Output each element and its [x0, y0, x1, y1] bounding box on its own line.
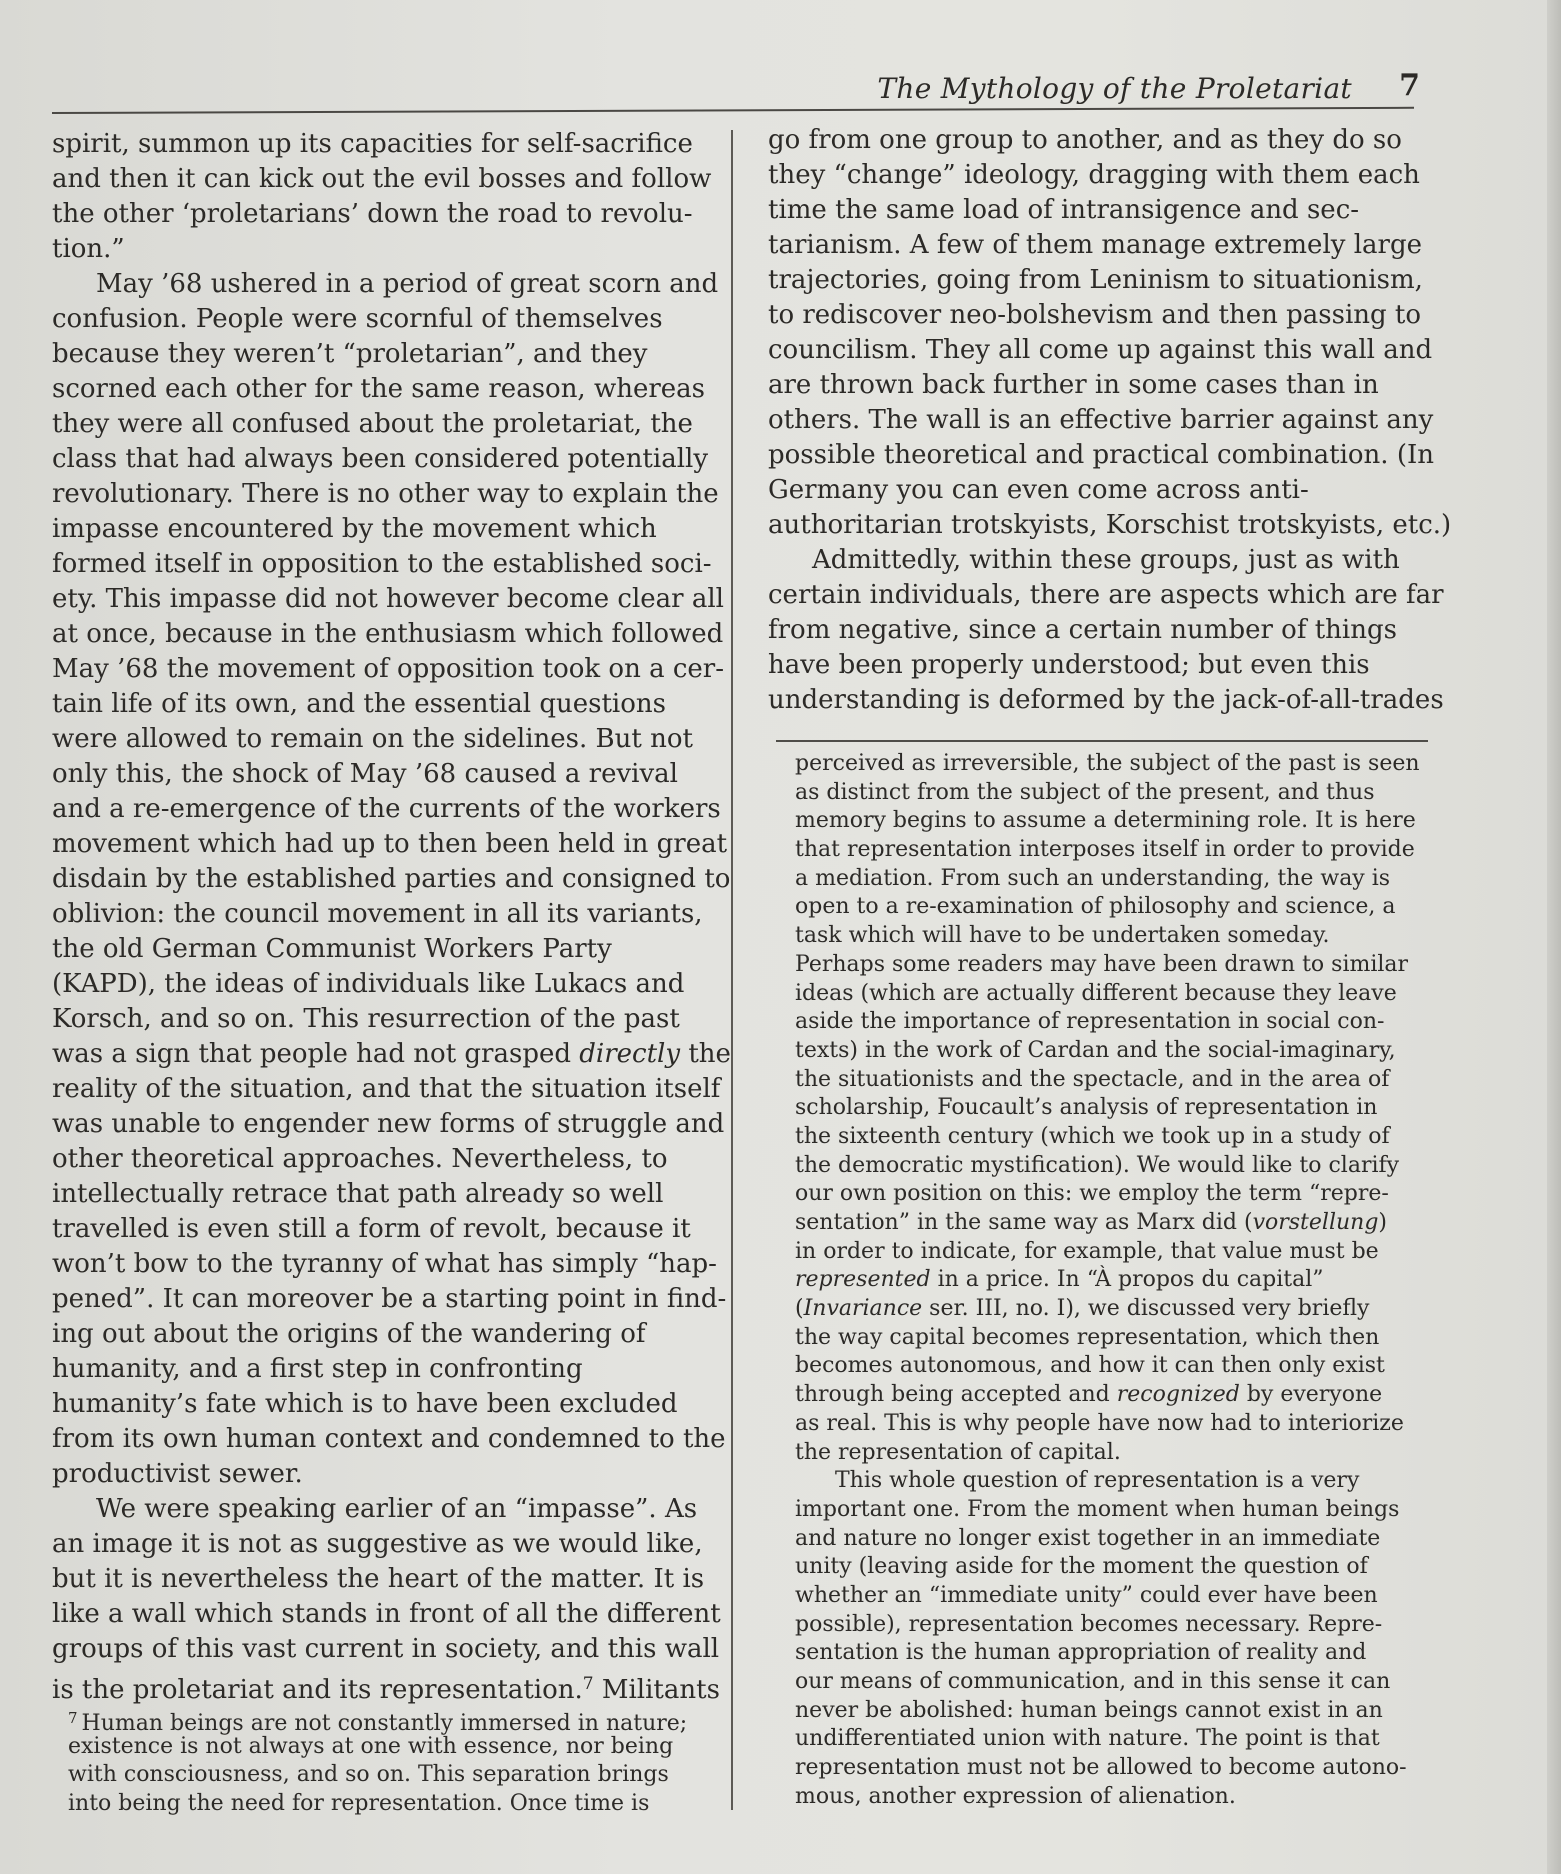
footnote-reference[interactable]: 7 — [582, 1674, 594, 1694]
footnote-text: Human beings are not constantly immersed in nature; — [81, 1711, 688, 1736]
text-line: have been properly understood; but even this — [768, 650, 1370, 680]
text-line: groups of this vast current in society, and this wall — [52, 1634, 720, 1664]
text-line: like a wall which stands in front of all the different — [52, 1599, 721, 1629]
footnote-line: unity (leaving aside for the moment the question of — [795, 1554, 1368, 1580]
text-line: at once, because in the enthusiasm which followed — [52, 619, 724, 649]
text-line: because they weren’t “proletarian”, and they — [52, 339, 648, 369]
text-line: are thrown back further in some cases than in — [768, 370, 1379, 400]
text-line — [52, 1037, 731, 1072]
footnote-line: existence is not always at one with essence, nor being — [68, 1733, 674, 1759]
text-line: possible theoretical and practical combination. (In — [768, 440, 1434, 470]
footnote-line: important one. From the moment when human beings — [795, 1496, 1400, 1522]
text-line: from its own human context and condemned to the — [52, 1424, 726, 1454]
text-line: trajectories, going from Leninism to situationism, — [768, 265, 1423, 295]
text-line: understanding is deformed by the jack-of-all-trades — [768, 685, 1444, 715]
footnote-line: never be abolished: human beings cannot exist in an — [795, 1697, 1383, 1723]
footnote-line: Perhaps some readers may have been drawn to similar — [795, 951, 1409, 977]
text-segment: ser. III, no. I), we discussed very briefly — [922, 1296, 1370, 1322]
footnote-line: scholarship, Foucault’s analysis of representation in — [795, 1095, 1378, 1121]
text-line: certain individuals, there are aspects which are far — [768, 580, 1444, 610]
emphasis-represented: represented — [795, 1267, 931, 1293]
emphasis-vorstellung: vorstellung — [1252, 1210, 1379, 1235]
text-line: movement which had up to then been held in great — [52, 829, 728, 859]
footnote-line: the democratic mystification). We would like to clarify — [795, 1152, 1400, 1178]
paragraph-start-line: We were speaking earlier of an “impasse”. As — [96, 1494, 698, 1524]
text-line: oblivion: the council movement in all its variants, — [52, 899, 703, 929]
text-line: and then it can kick out the evil bosses and follow — [52, 164, 712, 194]
text-line: tarianism. A few of them manage extremely large — [768, 230, 1422, 260]
text-line: reality of the situation, and that the situation itself — [52, 1074, 721, 1104]
footnote-line: into being the need for representation. Once time is — [68, 1791, 650, 1817]
text-segment: the — [680, 1039, 731, 1069]
text-line — [52, 1667, 720, 1705]
text-line: were allowed to remain on the sidelines. But not — [52, 724, 693, 754]
text-line: and a re-emergence of the currents of the workers — [52, 794, 721, 824]
footnote-line: the sixteenth century (which we took up in a study of — [795, 1123, 1390, 1149]
text-line: won’t bow to the tyranny of what has simply “hap- — [52, 1249, 717, 1279]
book-spine-shadow — [1547, 0, 1561, 1874]
text-line: class that had always been considered potentially — [52, 444, 709, 474]
footnote-line: in order to indicate, for example, that value must be — [795, 1238, 1379, 1264]
text-line: May ’68 the movement of opposition took on a cer- — [52, 654, 725, 684]
footnote-line: and nature no longer exist together in an immediate — [795, 1525, 1381, 1551]
text-line: tain life of its own, and the essential questions — [52, 689, 666, 719]
footnote-line: perceived as irreversible, the subject of the past is seen — [795, 751, 1420, 776]
footnote-line: open to a re-examination of philosophy and science, a — [795, 894, 1396, 920]
footnote-rule — [776, 740, 1428, 742]
footnote-line: the representation of capital. — [795, 1439, 1121, 1465]
text-line: they were all confused about the proletariat, the — [52, 409, 693, 439]
text-line: disdain by the established parties and consigned to — [52, 864, 731, 894]
footnote-line: becomes autonomous, and how it can then only exist — [795, 1353, 1385, 1379]
text-line: revolutionary. There is no other way to explain the — [52, 479, 719, 509]
footnote-7-continued — [795, 750, 1435, 1811]
footnote-line: as real. This is why people have now had to interiorize — [795, 1410, 1404, 1436]
text-segment: through being accepted and — [795, 1382, 1117, 1408]
footnote-marker: 7 — [68, 1709, 78, 1727]
emphasis-directly: directly — [579, 1039, 681, 1069]
text-line: formed itself in opposition to the established soci- — [52, 549, 712, 579]
footnote-line: the way capital becomes representation, which then — [795, 1324, 1380, 1350]
text-line: scorned each other for the same reason, whereas — [52, 374, 706, 404]
text-line: the other ‘proletarians’ down the road to revolu- — [52, 199, 693, 229]
footnote-line — [795, 1295, 1435, 1324]
text-segment: sentation” in the same way as Marx did ( — [795, 1210, 1253, 1235]
footnote-line: texts) in the work of Cardan and the social-imaginary, — [795, 1037, 1396, 1063]
text-line: ety. This impasse did not however become clear all — [52, 584, 724, 614]
running-title: The Mythology of the Proletariat — [877, 72, 1352, 105]
text-line: humanity’s fate which is to have been excluded — [52, 1389, 678, 1419]
page-number: 7 — [1399, 68, 1420, 103]
text-segment: ( — [795, 1296, 804, 1322]
footnote-paragraph-start: This whole question of representation is a very — [835, 1468, 1360, 1494]
text-segment: ) — [1378, 1210, 1388, 1235]
footnote-line: as distinct from the subject of the present, and thus — [795, 779, 1375, 805]
text-line: from negative, since a certain number of things — [768, 615, 1397, 645]
text-line: intellectually retrace that path already so well — [52, 1179, 664, 1209]
text-line: pened”. It can moreover be a starting point in find- — [52, 1284, 727, 1314]
text-line: spirit, summon up its capacities for self-sacrifice — [52, 129, 693, 159]
footnote-line — [795, 1381, 1435, 1410]
text-line: the old German Communist Workers Party — [52, 934, 612, 964]
text-line: Korsch, and so on. This resurrection of the past — [52, 1004, 680, 1034]
text-line: productivist sewer. — [52, 1459, 303, 1489]
text-line: authoritarian trotskyists, Korschist trotskyists, etc.) — [768, 510, 1452, 540]
text-segment: Militants — [593, 1675, 720, 1705]
footnote-line: representation must not be allowed to become autono- — [795, 1755, 1407, 1781]
text-line: to rediscover neo-bolshevism and then passing to — [768, 300, 1422, 330]
right-column — [768, 123, 1452, 718]
footnote-line — [795, 1209, 1435, 1238]
text-line: but it is nevertheless the heart of the matter. It is — [52, 1564, 705, 1594]
footnote-line: sentation is the human appropriation of reality and — [795, 1640, 1367, 1666]
paragraph-start-line: May ’68 ushered in a period of great scorn and — [96, 269, 719, 299]
paragraph-start-line: Admittedly, within these groups, just as with — [812, 545, 1400, 575]
text-segment: was a sign that people had not grasped — [52, 1039, 580, 1069]
footnote-line: a mediation. From such an understanding, the way is — [795, 865, 1391, 891]
footnote-line: mous, another expression of alienation. — [795, 1783, 1236, 1809]
text-line: time the same load of intransigence and sec- — [768, 195, 1360, 225]
text-line: other theoretical approaches. Nevertheless, to — [52, 1144, 668, 1174]
text-line: was unable to engender new forms of struggle and — [52, 1109, 725, 1139]
text-line: go from one group to another, and as they do so — [768, 125, 1402, 155]
footnote-line — [68, 1704, 718, 1736]
left-column — [52, 127, 731, 1705]
text-line: (KAPD), the ideas of individuals like Lukacs and — [52, 969, 685, 999]
text-line: only this, the shock of May ’68 caused a revival — [52, 759, 678, 789]
footnote-line: task which will have to be undertaken someday. — [795, 923, 1330, 949]
emphasis-invariance: Invariance — [803, 1296, 923, 1322]
text-segment: is the proletariat and its representation. — [52, 1675, 583, 1705]
text-segment: by everyone — [1239, 1382, 1383, 1408]
text-line: confusion. People were scornful of themselves — [52, 304, 663, 334]
page-header — [60, 66, 1420, 106]
footnote-line: aside the importance of representation in social con- — [795, 1009, 1385, 1035]
text-line: ing out about the origins of the wandering of — [52, 1319, 646, 1349]
footnote-line: our means of communication, and in this sense it can — [795, 1669, 1391, 1694]
text-line: they “change” ideology, dragging with them each — [768, 160, 1420, 190]
footnote-line: possible), representation becomes necessary. Repre- — [795, 1611, 1383, 1637]
text-line: Germany you can even come across anti- — [768, 475, 1309, 505]
footnote-line: our own position on this: we employ the term “repre- — [795, 1181, 1389, 1207]
footnote-line — [795, 1266, 1435, 1295]
footnote-line: ideas (which are actually different because they leave — [795, 980, 1397, 1006]
text-line: councilism. They all come up against this wall and — [768, 335, 1433, 365]
footnote-line: memory begins to assume a determining role. It is here — [795, 808, 1416, 834]
footnote-line: that representation interposes itself in order to provide — [795, 837, 1415, 863]
text-line: impasse encountered by the movement which — [52, 514, 657, 544]
footnote-7-start — [68, 1704, 718, 1819]
footnote-line: with consciousness, and so on. This separation brings — [68, 1762, 669, 1788]
footnote-line: the situationists and the spectacle, and in the area of — [795, 1066, 1390, 1092]
column-divider — [731, 130, 733, 1810]
text-line: others. The wall is an effective barrier against any — [768, 405, 1434, 435]
text-line: tion.” — [52, 234, 125, 264]
footnote-line: whether an “immediate unity” could ever have been — [795, 1582, 1378, 1608]
text-line: an image it is not as suggestive as we would like, — [52, 1529, 703, 1559]
emphasis-recognized: recognized — [1116, 1382, 1240, 1408]
footnote-line: undifferentiated union with nature. The point is that — [795, 1726, 1380, 1752]
text-line: travelled is even still a form of revolt, because it — [52, 1214, 691, 1244]
text-line: humanity, and a first step in confronting — [52, 1354, 583, 1384]
text-segment: in a price. In “À propos du capital” — [930, 1267, 1324, 1293]
